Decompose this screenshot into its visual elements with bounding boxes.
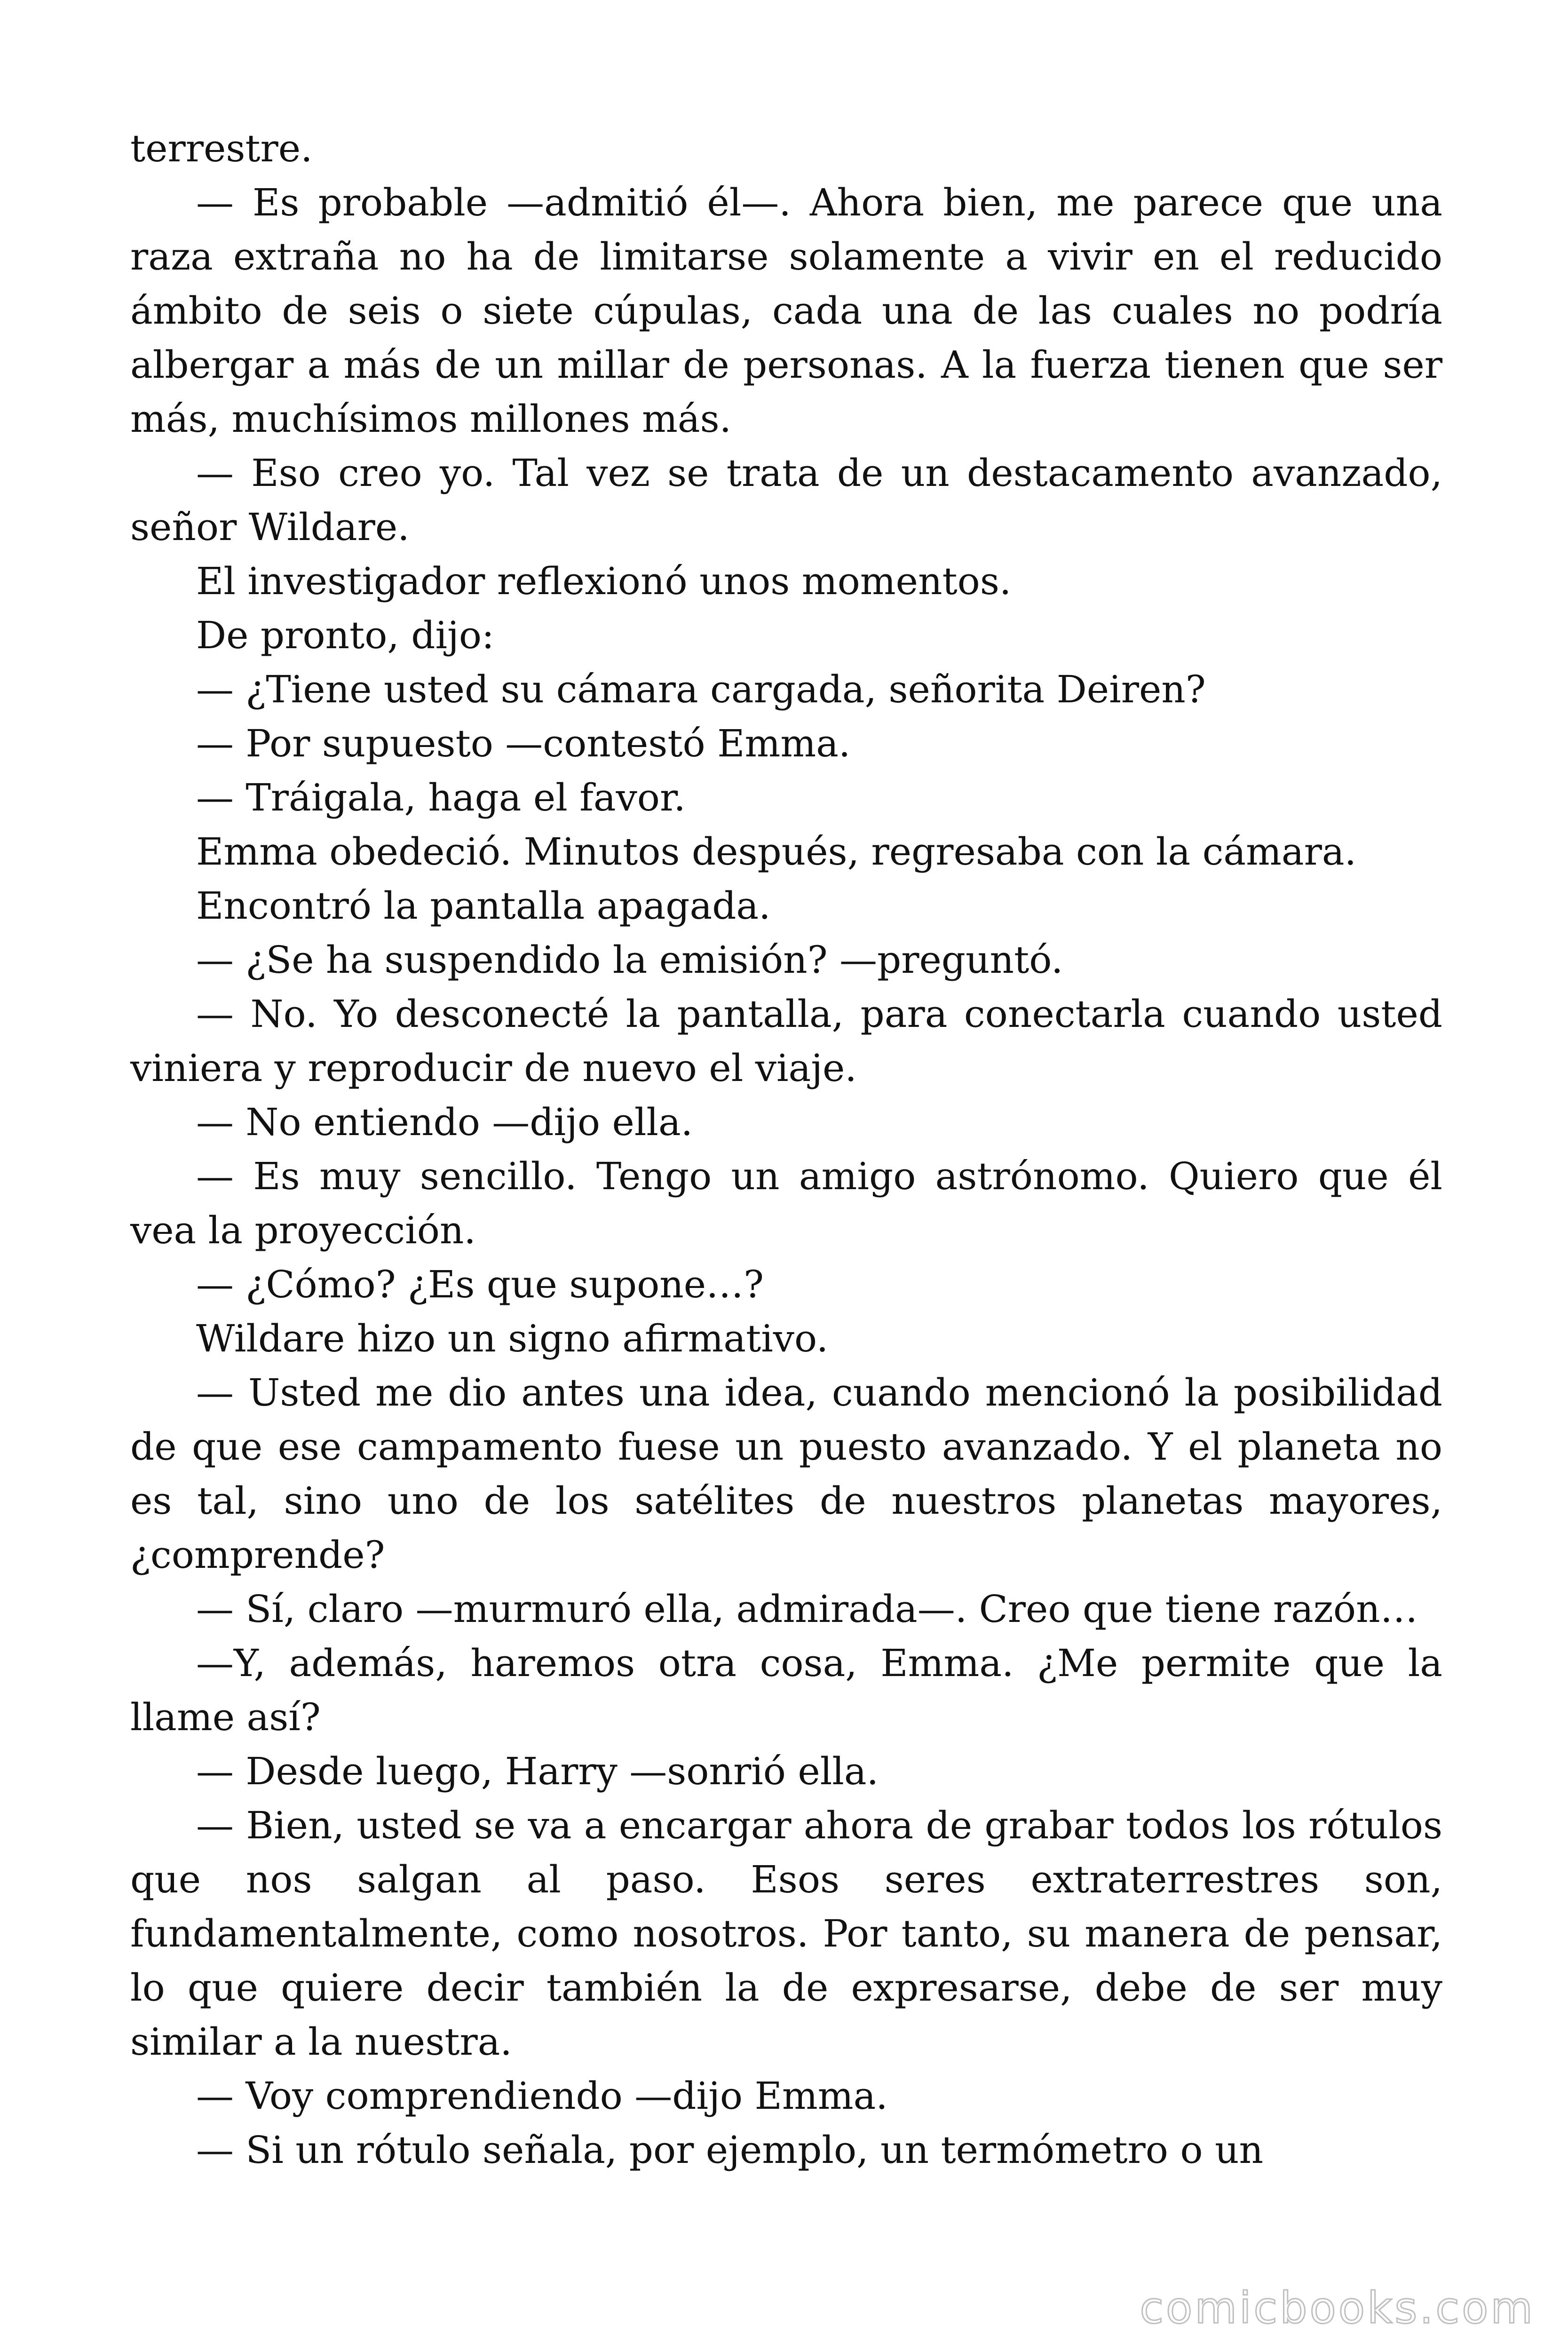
paragraph: — Voy comprendiendo —dijo Emma. bbox=[196, 2074, 888, 2118]
paragraph: — Tráigala, haga el favor. bbox=[196, 776, 686, 819]
paragraph: — ¿Cómo? ¿Es que supone…? bbox=[196, 1263, 764, 1306]
paragraph: — Es muy sencillo. Tengo un amigo astrónomo. Quiero que él vea la proyección. bbox=[130, 1154, 1442, 1252]
paragraph: — ¿Tiene usted su cámara cargada, señorita Deiren? bbox=[196, 667, 1206, 711]
paragraph: — Si un rótulo señala, por ejemplo, un termómetro o un bbox=[196, 2128, 1264, 2172]
paragraph-continuation: terrestre. bbox=[130, 127, 313, 170]
paragraph: De pronto, dijo: bbox=[196, 613, 494, 657]
page-body-text bbox=[130, 121, 1442, 2177]
paragraph: — Por supuesto —contestó Emma. bbox=[196, 722, 851, 765]
paragraph: — No. Yo desconecté la pantalla, para conectarla cuando usted viniera y reproducir de nuevo el viaje. bbox=[130, 992, 1442, 1090]
paragraph: — Desde luego, Harry —sonrió ella. bbox=[196, 1749, 879, 1793]
paragraph: — Es probable —admitió él—. Ahora bien, me parece que una raza extraña no ha de limitarse solamente a vivir en el reducido ámbito de seis o siete cúpulas, cada una de las cuales no podría albergar a más de un millar de personas. A la fuerza tienen que ser más, muchísimos millones más. bbox=[130, 181, 1442, 441]
paragraph: —Y, además, haremos otra cosa, Emma. ¿Me permite que la llame así? bbox=[130, 1641, 1442, 1739]
paragraph: Wildare hizo un signo afirmativo. bbox=[196, 1317, 829, 1360]
paragraph: Encontró la pantalla apagada. bbox=[196, 884, 771, 928]
paragraph: — Usted me dio antes una idea, cuando mencionó la posibilidad de que ese campamento fuese un puesto avanzado. Y el planeta no es tal, sino uno de los satélites de nuestros planetas mayores, ¿comprende? bbox=[130, 1371, 1442, 1577]
paragraph: El investigador reflexionó unos momentos. bbox=[196, 559, 1012, 603]
paragraph: — No entiendo —dijo ella. bbox=[196, 1100, 693, 1144]
paragraph: — Eso creo yo. Tal vez se trata de un destacamento avanzado, señor Wildare. bbox=[130, 451, 1442, 549]
paragraph: — Sí, claro —murmuró ella, admirada—. Creo que tiene razón… bbox=[196, 1587, 1418, 1631]
paragraph: Emma obedeció. Minutos después, regresaba con la cámara. bbox=[196, 830, 1356, 874]
paragraph: — ¿Se ha suspendido la emisión? —preguntó. bbox=[196, 938, 1063, 982]
watermark: comicbooks.com bbox=[1140, 2283, 1535, 2333]
paragraph: — Bien, usted se va a encargar ahora de grabar todos los rótulos que nos salgan al paso. Esos seres extraterrestres son, fundamentalmente, como nosotros. Por tanto, su manera de pensar, lo que quiere decir también la de expresarse, debe de ser muy similar a la nuestra. bbox=[130, 1804, 1442, 2064]
